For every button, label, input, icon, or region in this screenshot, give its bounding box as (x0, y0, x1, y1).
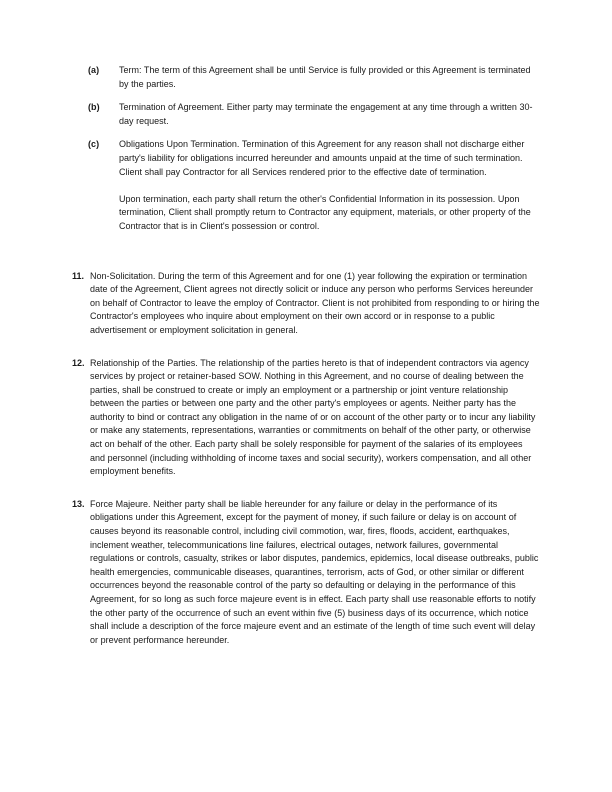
list-item (72, 357, 540, 479)
clause-marker: (b) (88, 102, 100, 113)
clause-paragraph: Obligations Upon Termination. Termination of this Agreement for any reason shall not discharge either party's liability for obligations incurred hereunder and amounts unpaid at the time of such termination. Client shall pay Contractor for all Services rendered prior to the effective date of termination. (119, 139, 525, 177)
list-item (72, 270, 540, 338)
clause-body (119, 64, 540, 91)
numbered-clause-list (72, 270, 540, 648)
clause-body (119, 138, 540, 233)
list-item (72, 138, 540, 233)
document-body (72, 64, 540, 647)
clause-paragraph: Relationship of the Parties. The relationship of the parties hereto is that of independent contractors via agency services by project or retainer-based SOW. Nothing in this Agreement, and no course of dealing between the parties, shall be construed to create or imply an employment or a partnership or joint venture relationship between the parties or between one party and the other party's employees or agents. Neither party has the authority to bind or contract any obligation in the name of or on account of the other party or to incur any liability or make any statements, representations, warranties or commitments on behalf of the other party, or otherwise act on behalf of the other. Each party shall be solely responsible for payment of the salaries of its employees and personnel (including withholding of income taxes and social security), workers compensation, and all other employment benefits. (90, 357, 536, 477)
lettered-clause-list (72, 64, 540, 234)
list-item (72, 101, 540, 128)
clause-paragraph: Upon termination, each party shall return the other's Confidential Information in its possession. Upon termination, Client shall promptly return to Contractor any equipment, materials, or other property of the Contractor that is in Client's possession or control. (119, 193, 531, 231)
clause-paragraph: Force Majeure. Neither party shall be liable hereunder for any failure or delay in the performance of its obligations under this Agreement, except for the payment of money, if such failure or delay is on account of causes beyond its reasonable control, including civil commotion, war, fires, floods, accident, earthquakes, inclement weather, telecommunications line failures, electrical outages, network failures, governmental regulations or controls, casualty, strikes or labor disputes, pandemics, epidemics, local disease outbreaks, public health emergencies, communicable diseases, quarantines, terrorism, acts of God, or other similar or different occurrences beyond the reasonable control of the party so defaulting or delaying in the performance of this Agreement, for so long as such force majeure event is in effect. Each party shall use reasonable efforts to notify the other party of the occurrence of such an event within five (5) business days of its occurrence, which notice shall include a description of the force majeure event and an estimate of the length of time such event will delay or prevent performance hereunder. (90, 498, 539, 645)
clause-marker: (c) (88, 139, 100, 150)
clause-paragraph: Term: The term of this Agreement shall be until Service is fully provided or this Agreement is terminated by the parties. (119, 65, 531, 89)
clause-marker: (a) (88, 65, 100, 75)
clause-paragraph: Non-Solicitation. During the term of this Agreement and for one (1) year following the expiration or termination date of the Agreement, Client agrees not directly solicit or induce any person who performs Services hereunder on behalf of Contractor to leave the employ of Contractor. Client is not prohibited from responding to or hiring the Contractor's employees who inquire about employment on their own accord or in response to a public advertisement or employment solicitation in general. (90, 270, 540, 335)
list-item (72, 64, 540, 91)
section-spacer (72, 234, 540, 251)
clause-body (119, 101, 540, 128)
clause-number: 11. (72, 270, 85, 281)
list-item (72, 498, 540, 648)
clause-number: 13. (72, 498, 85, 509)
clause-number: 12. (72, 357, 85, 368)
clause-paragraph: Termination of Agreement. Either party may terminate the engagement at any time through a written 30-day request. (119, 102, 533, 126)
